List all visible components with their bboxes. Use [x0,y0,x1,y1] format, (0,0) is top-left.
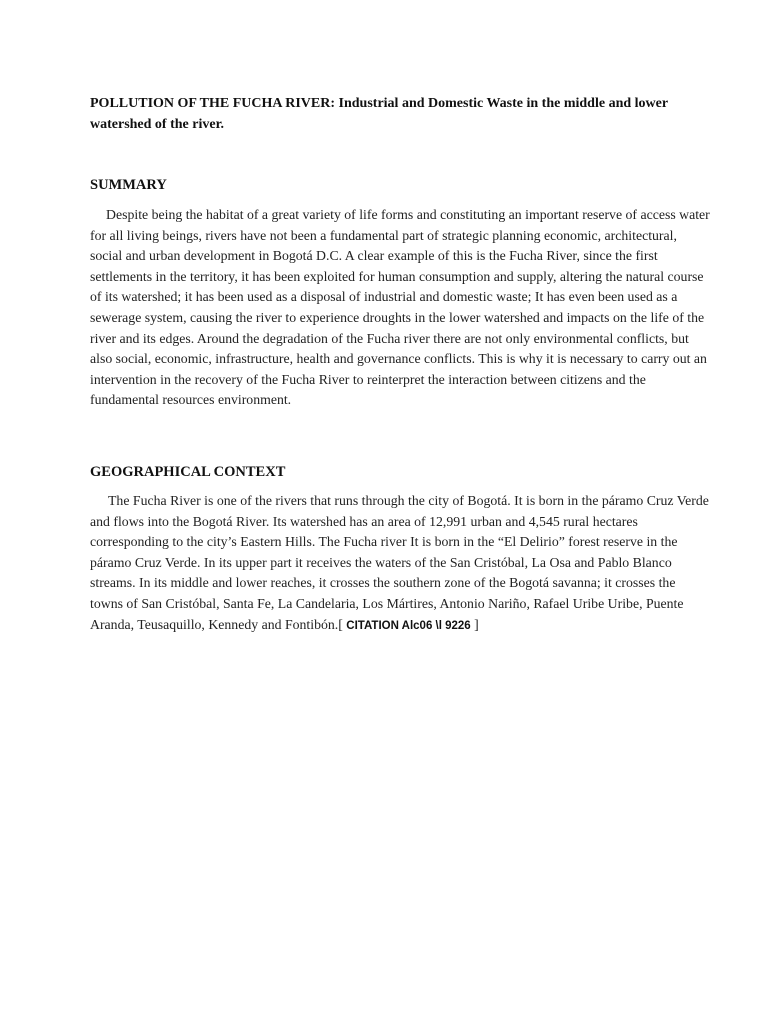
geographical-context-paragraph [90,491,710,636]
citation-field: CITATION Alc06 \l 9226 [346,619,471,632]
geographical-context-heading: GEOGRAPHICAL CONTEXT [90,464,286,480]
geographical-context-text: The Fucha River is one of the rivers that runs through the city of Bogotá. It is born in the páramo Cruz Verde and flows into the Bogotá River. Its watershed has an area of 12,991 urban and 4,545 rural hectares corresponding to the city’s Eastern Hills. The Fucha river It is born in the “El Delirio” forest reserve in the páramo Cruz Verde. In its upper part it receives the waters of the San Cristóbal, La Osa and Pablo Blanco streams. In its middle and lower reaches, it crosses the southern zone of the Bogotá savanna; it crosses the towns of San Cristóbal, Santa Fe, La Candelaria, Los Mártires, Antonio Nariño, Rafael Uribe Uribe, Puente Aranda, Teusaquillo, Kennedy and Fontibón. [90,493,709,632]
citation-open-bracket: [ [338,616,343,632]
summary-paragraph: Despite being the habitat of a great variety of life forms and constituting an important reserve of access water for all living beings, rivers have not been a fundamental part of strategic planning economic, architectural, social and urban development in Bogotá D.C. A clear example of this is the Fucha River, since the first settlements in the territory, it has been exploited for human consumption and supply, altering the natural course of its watershed; it has been used as a disposal of industrial and domestic waste; It has even been used as a sewerage system, causing the river to experience droughts in the lower watershed and impacts on the life of the river and its edges. Around the degradation of the Fucha river there are not only environmental conflicts, but also social, economic, infrastructure, health and governance conflicts. This is why it is necessary to carry out an intervention in the recovery of the Fucha River to reinterpret the interaction between citizens and the fundamental resources environment. [90,207,710,408]
citation-close-bracket: ] [474,616,479,632]
document-title: POLLUTION OF THE FUCHA RIVER: Industrial and Domestic Waste in the middle and lower watershed of the river. [90,96,668,132]
summary-heading: SUMMARY [90,177,167,193]
